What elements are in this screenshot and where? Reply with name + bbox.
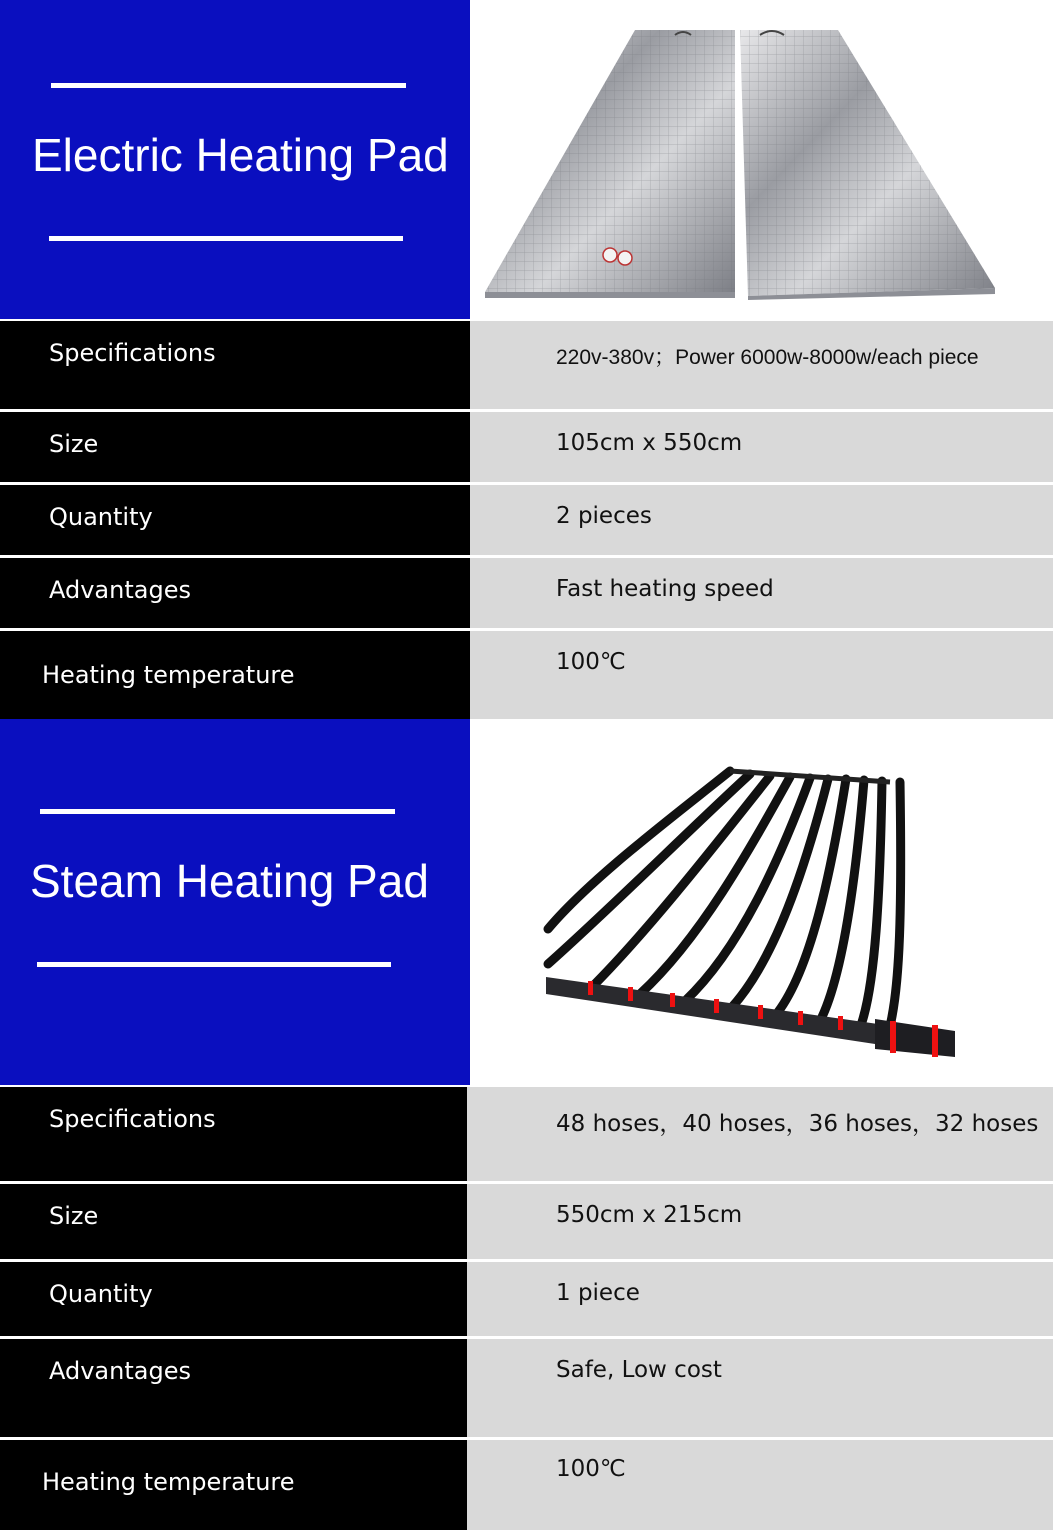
steam-temperature-value: 100℃ <box>556 1456 626 1482</box>
electric-temperature-value: 100℃ <box>556 649 626 675</box>
electric-row-advantages <box>0 558 1059 628</box>
steam-size-value: 550cm x 215cm <box>556 1202 743 1228</box>
steam-temperature-label: Heating temperature <box>42 1468 295 1496</box>
steam-spec-value: 48 hoses，40 hoses，36 hoses，32 hoses <box>556 1111 1039 1137</box>
electric-title-rule-top <box>51 83 406 88</box>
electric-spec-label: Specifications <box>49 339 216 367</box>
steam-title-rule-top <box>40 809 395 814</box>
electric-hero-panel <box>0 0 470 319</box>
steam-advantages-label: Advantages <box>49 1357 191 1385</box>
electric-temperature-label: Heating temperature <box>42 661 295 689</box>
steam-hero-panel <box>0 719 470 1085</box>
steam-spec-label: Specifications <box>49 1105 216 1133</box>
electric-pad-image <box>470 0 1059 319</box>
steam-quantity-value: 1 piece <box>556 1280 640 1306</box>
electric-advantages-label: Advantages <box>49 576 191 604</box>
electric-quantity-value: 2 pieces <box>556 503 652 529</box>
electric-row-temperature <box>0 631 1059 719</box>
electric-row-specifications <box>0 321 1059 409</box>
steam-row-size <box>0 1184 1059 1259</box>
electric-size-label: Size <box>49 430 99 458</box>
electric-spec-value: 220v-380v；Power 6000w-8000w/each piece <box>556 346 979 369</box>
electric-row-quantity <box>0 485 1059 555</box>
steam-row-quantity <box>0 1262 1059 1336</box>
steam-advantages-value: Safe, Low cost <box>556 1357 722 1383</box>
electric-row-size <box>0 412 1059 482</box>
steam-quantity-label: Quantity <box>49 1280 153 1308</box>
steam-title-rule-bottom <box>37 962 391 967</box>
steam-row-advantages <box>0 1339 1059 1437</box>
steam-row-temperature <box>0 1440 1059 1530</box>
electric-advantages-value: Fast heating speed <box>556 576 774 602</box>
electric-quantity-label: Quantity <box>49 503 153 531</box>
steam-pad-photo <box>470 719 1059 1085</box>
electric-title-rule-bottom <box>49 236 403 241</box>
electric-size-value: 105cm x 550cm <box>556 430 743 456</box>
steam-pad-image <box>470 719 1059 1085</box>
steam-size-label: Size <box>49 1202 99 1230</box>
electric-pad-photo <box>470 0 1059 319</box>
steam-row-specifications <box>0 1087 1059 1181</box>
electric-title: Electric Heating Pad <box>32 129 449 181</box>
steam-title: Steam Heating Pad <box>30 855 429 907</box>
